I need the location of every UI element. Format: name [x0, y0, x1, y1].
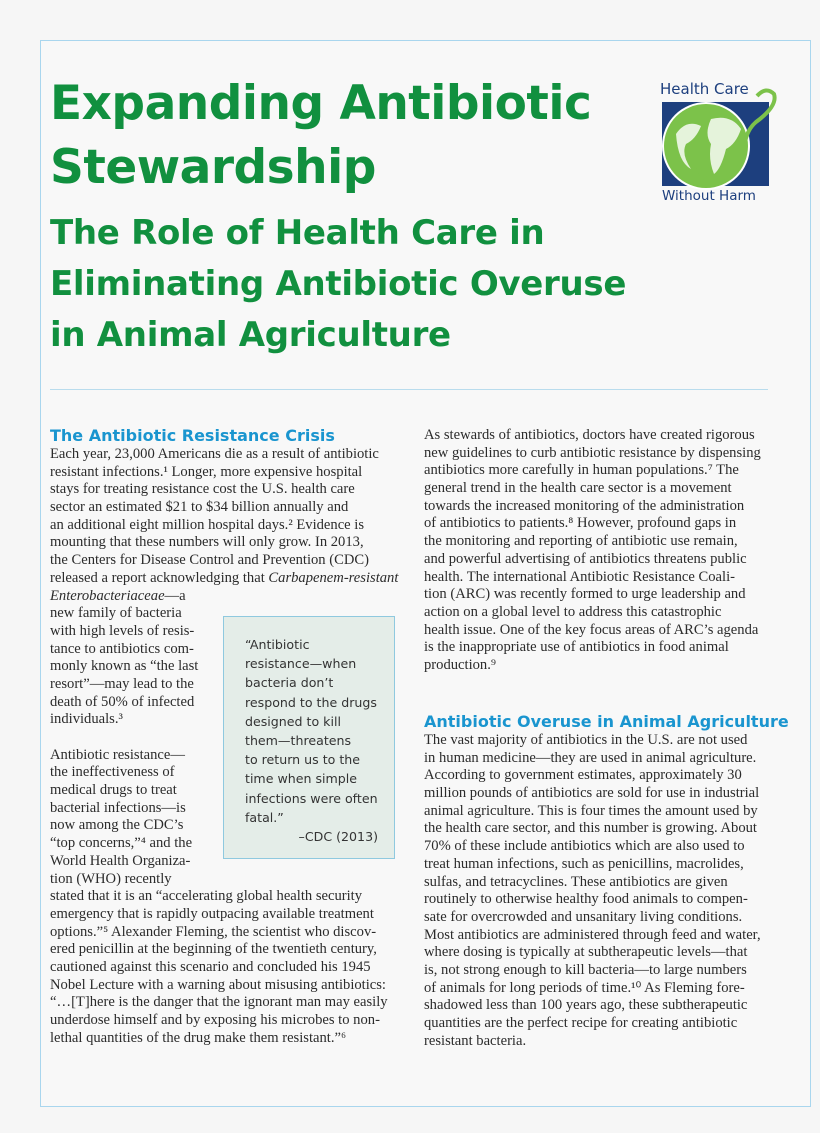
text-line: ered penicillin at the beginning of the twentieth century, — [50, 941, 377, 958]
text-line: death of 50% of infected — [50, 693, 195, 710]
logo-text-bottom: Without Harm — [662, 188, 756, 204]
text-line: quantities are the perfect recipe for creating antibiotic — [424, 1015, 738, 1031]
text-line: tion (WHO) recently — [50, 870, 172, 887]
text-line: antibiotics more carefully in human populations.⁷ The — [424, 462, 739, 479]
text-line: tance to antibiotics com- — [50, 640, 194, 657]
text-line: resistance—when — [245, 656, 357, 672]
pull-quote-text — [245, 635, 394, 827]
text-line: resistant infections.¹ Longer, more expensive hospital — [50, 463, 363, 480]
text-line: medical drugs to treat — [50, 782, 177, 799]
text-line: options.”⁵ Alexander Fleming, the scientist who discov- — [50, 923, 377, 940]
text-line: new family of bacteria — [50, 605, 182, 622]
italic-text: Carbapenem-resistant — [268, 569, 399, 586]
text-line: is the inappropriate use of antibiotics in food animal — [424, 639, 729, 656]
text-line: designed to kill — [245, 713, 341, 729]
text-line: resort”—may lead to the — [50, 675, 194, 692]
text-line: stays for treating resistance cost the U.S. health care — [50, 481, 355, 498]
text-line: the health care sector, and this number is growing. About — [424, 820, 757, 837]
text-line: time when simple — [245, 771, 358, 787]
italic-text: Enterobacteriaceae — [50, 587, 165, 604]
section-body-animal-agriculture — [424, 732, 761, 1050]
text-line: monly known as “the last — [50, 658, 199, 675]
text-line: where dosing is typically at subtherapeutic levels—that — [424, 944, 748, 961]
text-line — [50, 570, 398, 588]
text-line: now among the CDC’s — [50, 817, 184, 834]
health-care-without-harm-logo — [656, 74, 786, 204]
text-line: sulfas, and tetracyclines. These antibiotics are given — [424, 873, 728, 890]
text-line: sate for overcrowded and unsanitary living conditions. — [424, 908, 743, 925]
text-line: is, not strong enough to kill bacteria—to large numbers — [424, 961, 747, 978]
text-line: “top concerns,”⁴ and the — [50, 835, 193, 852]
text-line: general trend in the health care sector is a movement — [424, 480, 732, 497]
text-line: The vast majority of antibiotics in the U.S. are not used — [424, 732, 748, 748]
text-line: treat human infections, such as penicillins, macrolides, — [424, 855, 744, 872]
page-subtitle — [50, 208, 626, 361]
text-line: animal agriculture. This is four times the amount used by — [424, 802, 758, 819]
text-line: respond to the drugs — [245, 694, 377, 710]
text-line: mounting that these numbers will only grow. In 2013, — [50, 534, 364, 551]
pull-quote-attribution: –CDC (2013) — [298, 829, 378, 845]
text-line: stated that it is an “accelerating global health security — [50, 888, 363, 905]
subtitle-line: The Role of Health Care in — [50, 213, 545, 253]
text-line: According to government estimates, approximately 30 — [424, 767, 742, 784]
text-line: shadowed less than 100 years ago, these subtherapeutic — [424, 997, 748, 1014]
text-line: towards the increased monitoring of the administration — [424, 497, 745, 514]
text-line: health issue. One of the key focus areas of ARC’s agenda — [424, 621, 759, 638]
text-line: underdose himself and by exposing his microbes to non- — [50, 1012, 380, 1028]
text-line: them—threatens — [245, 733, 352, 749]
text-line: infections were often — [245, 790, 378, 806]
text-segment: —a — [164, 587, 186, 604]
text-line: “Antibiotic — [245, 637, 310, 652]
text-line: 70% of these include antibiotics which are also used to — [424, 838, 745, 855]
text-line: the monitoring and reporting of antibiotic use remain, — [424, 533, 738, 550]
text-line: an additional eight million hospital days.² Evidence is — [50, 516, 365, 533]
subtitle-line: Eliminating Antibiotic Overuse — [50, 264, 627, 304]
text-line: bacterial infections—is — [50, 799, 186, 816]
section-body-stewards — [424, 427, 761, 675]
text-line: the Centers for Disease Control and Prevention (CDC) — [50, 552, 369, 569]
text-line: and powerful advertising of antibiotics threatens public — [424, 550, 747, 567]
section-heading-resistance-crisis: The Antibiotic Resistance Crisis — [50, 426, 335, 445]
text-line: to return us to the — [245, 752, 361, 768]
text-line: “…[T]here is the danger that the ignorant man may easily — [50, 994, 388, 1011]
text-line: World Health Organiza- — [50, 852, 191, 869]
text-line: tion (ARC) was recently formed to urge leadership and — [424, 586, 746, 603]
title-line: Expanding Antibiotic — [50, 76, 592, 131]
text-line: Nobel Lecture with a warning about misusing antibiotics: — [50, 976, 386, 993]
text-line: cautioned against this scenario and concluded his 1945 — [50, 958, 371, 975]
text-line: lethal quantities of the drug make them resistant.”⁶ — [50, 1029, 347, 1046]
page-title — [50, 72, 591, 200]
text-line: the ineffectiveness of — [50, 764, 175, 781]
text-line: new guidelines to curb antibiotic resistance by dispensing — [424, 444, 761, 461]
title-line: Stewardship — [50, 140, 376, 195]
text-line: with high levels of resis- — [50, 622, 195, 639]
subtitle-line: in Animal Agriculture — [50, 315, 451, 355]
text-line: in human medicine—they are used in animal agriculture. — [424, 749, 757, 766]
text-line — [50, 588, 398, 606]
text-line: emergency that is rapidly outpacing available treatment — [50, 905, 374, 922]
text-line: individuals.³ — [50, 711, 123, 728]
section-heading-animal-agriculture: Antibiotic Overuse in Animal Agriculture — [424, 712, 789, 731]
text-line: resistant bacteria. — [424, 1032, 527, 1049]
text-line: million pounds of antibiotics are sold for use in industrial — [424, 785, 760, 802]
text-line: fatal.” — [245, 809, 284, 825]
text-segment: released a report acknowledging that — [50, 569, 269, 586]
text-line: Each year, 23,000 Americans die as a result of antibiotic — [50, 446, 379, 462]
header-divider — [50, 389, 768, 390]
pull-quote — [223, 616, 395, 859]
text-line: Most antibiotics are administered through feed and water, — [424, 926, 761, 943]
logo-text-top: Health Care — [660, 80, 749, 98]
text-line: production.⁹ — [424, 656, 496, 673]
text-line: action on a global level to address this catastrophic — [424, 603, 722, 620]
text-line: of antibiotics to patients.⁸ However, profound gaps in — [424, 515, 737, 532]
text-line: of animals for long periods of time.¹⁰ As Fleming fore- — [424, 979, 745, 996]
text-line: routinely to otherwise healthy food animals to compen- — [424, 891, 748, 908]
text-line: Antibiotic resistance— — [50, 746, 185, 763]
text-line: As stewards of antibiotics, doctors have created rigorous — [424, 427, 755, 443]
text-line: sector an estimated $21 to $34 billion annually and — [50, 499, 349, 516]
text-line: bacteria don’t — [245, 675, 334, 691]
text-line: health. The international Antibiotic Resistance Coali- — [424, 568, 735, 585]
